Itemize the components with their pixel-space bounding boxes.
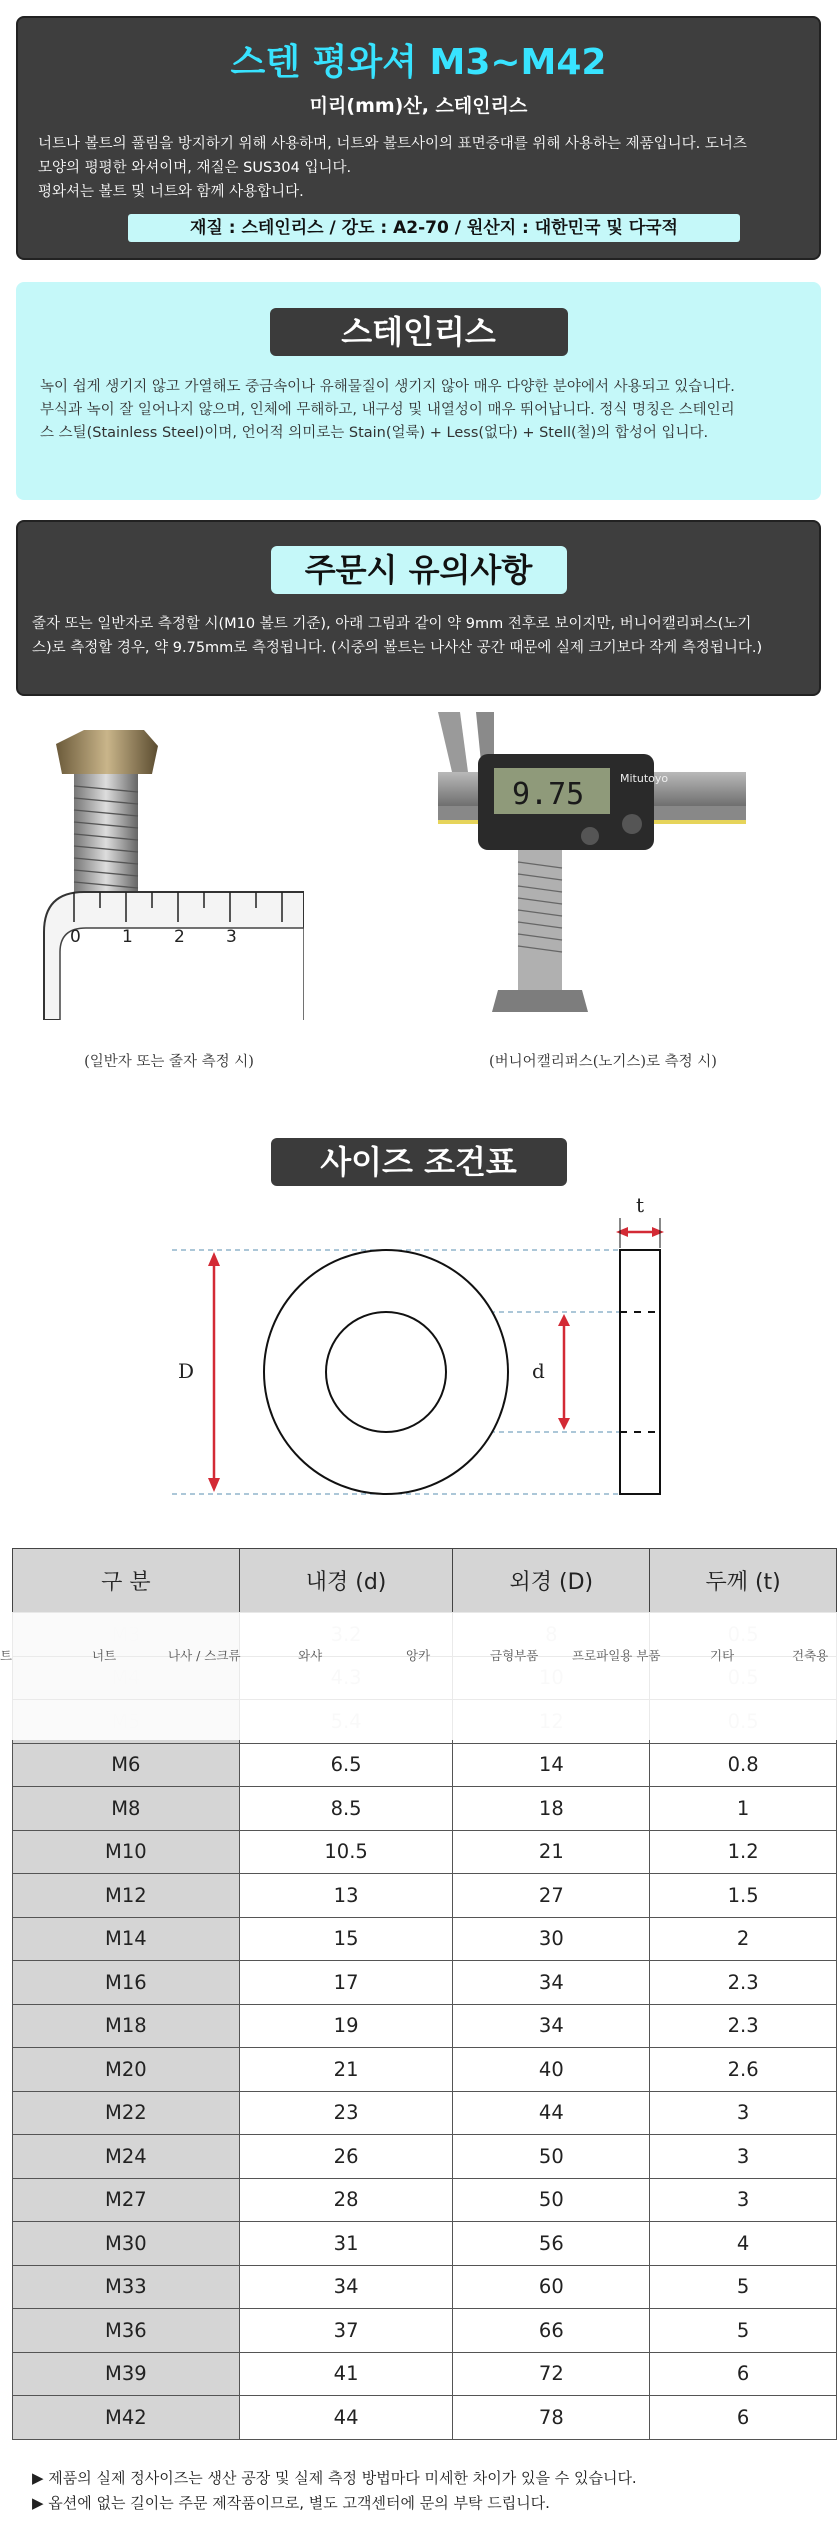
- size-cell: M36: [13, 2309, 240, 2353]
- caliper-measure-photo: [438, 712, 746, 1024]
- inner-diameter-cell: 17: [239, 1961, 453, 2005]
- thickness-cell: 2.3: [650, 1961, 837, 2005]
- col-header-outer-diameter: 외경 (D): [453, 1549, 650, 1613]
- size-cell: M22: [13, 2091, 240, 2135]
- inner-diameter-cell: 15: [239, 1917, 453, 1961]
- table-row: [13, 2048, 837, 2092]
- table-row: [13, 2352, 837, 2396]
- nav-item-construction[interactable]: 건축용: [792, 1648, 829, 1663]
- note-line: ▶ 옵션에 없는 길이는 주문 제작품이므로, 별도 고객센터에 문의 부탁 드립니다.: [32, 2494, 550, 2512]
- thickness-cell: 1.2: [650, 1830, 837, 1874]
- size-cell: M18: [13, 2004, 240, 2048]
- nav-item-anchor[interactable]: 앙카: [406, 1648, 431, 1663]
- outer-diameter-cell: 30: [453, 1917, 650, 1961]
- inner-diameter-cell: 28: [239, 2178, 453, 2222]
- order-notice-title: 주문시 유의사항: [271, 546, 567, 594]
- inner-diameter-cell: 34: [239, 2265, 453, 2309]
- thickness-cell: 0.8: [650, 1743, 837, 1787]
- table-row: [13, 2178, 837, 2222]
- thickness-cell: 3: [650, 2091, 837, 2135]
- outer-diameter-cell: 40: [453, 2048, 650, 2092]
- table-row: [13, 2222, 837, 2266]
- spec-bar: 재질 : 스테인리스 / 강도 : A2-70 / 원산지 : 대한민국 및 다국적: [128, 214, 740, 242]
- table-row: [13, 2004, 837, 2048]
- order-notice-description: [32, 612, 807, 660]
- caliper-caption: (버니어캘리퍼스(노기스)로 측정 시): [489, 1054, 717, 1070]
- notes-section: [32, 2466, 637, 2516]
- size-cell: M33: [13, 2265, 240, 2309]
- size-cell: M8: [13, 1787, 240, 1831]
- ruler-measure-photo: [34, 722, 304, 1020]
- inner-diameter-cell: 13: [239, 1874, 453, 1918]
- product-header: [16, 16, 821, 260]
- category-nav-overlay: [0, 1612, 837, 1740]
- caliper-brand: Mitutoyo: [620, 772, 669, 785]
- table-row: [13, 2265, 837, 2309]
- outer-diameter-cell: 66: [453, 2309, 650, 2353]
- dimension-label-t: t: [636, 1193, 645, 1217]
- desc-line: 평와셔는 볼트 및 너트와 함께 사용합니다.: [38, 184, 304, 200]
- size-cell: M14: [13, 1917, 240, 1961]
- inner-diameter-cell: 10.5: [239, 1830, 453, 1874]
- ruler-caption: (일반자 또는 줄자 측정 시): [84, 1054, 254, 1070]
- dimension-label-d: d: [532, 1359, 545, 1383]
- nav-item-etc[interactable]: 기타: [710, 1648, 735, 1663]
- size-cell: M6: [13, 1743, 240, 1787]
- inner-diameter-cell: 19: [239, 2004, 453, 2048]
- outer-diameter-cell: 18: [453, 1787, 650, 1831]
- size-cell: M16: [13, 1961, 240, 2005]
- ruler-label: 3: [226, 927, 237, 947]
- thickness-cell: 5: [650, 2265, 837, 2309]
- col-header-thickness: 두께 (t): [650, 1549, 837, 1613]
- nav-item-profile-parts[interactable]: 프로파일용 부품: [572, 1648, 661, 1663]
- inner-diameter-cell: 21: [239, 2048, 453, 2092]
- outer-diameter-cell: 34: [453, 2004, 650, 2048]
- nav-item-washer[interactable]: 와샤: [298, 1648, 323, 1663]
- size-cell: M12: [13, 1874, 240, 1918]
- table-row: [13, 2091, 837, 2135]
- outer-diameter-cell: 72: [453, 2352, 650, 2396]
- table-row: [13, 1830, 837, 1874]
- size-cell: M27: [13, 2178, 240, 2222]
- inner-diameter-cell: 31: [239, 2222, 453, 2266]
- table-header-row: [13, 1549, 837, 1613]
- outer-diameter-cell: 50: [453, 2135, 650, 2179]
- thickness-cell: 2.3: [650, 2004, 837, 2048]
- desc-line: 너트나 볼트의 풀림을 방지하기 위해 사용하며, 너트와 볼트사이의 표면증대를 위해 사용하는 제품입니다. 도너츠: [38, 136, 747, 152]
- size-cell: M39: [13, 2352, 240, 2396]
- stainless-title: 스테인리스: [270, 308, 568, 356]
- order-notice-section: [16, 520, 821, 696]
- table-row: [13, 1787, 837, 1831]
- col-header-inner-diameter: 내경 (d): [239, 1549, 453, 1613]
- washer-side-view: [620, 1250, 660, 1494]
- table-row: [13, 1874, 837, 1918]
- ruler-label: 1: [122, 927, 133, 947]
- washer-inner-circle: [326, 1312, 446, 1432]
- outer-diameter-cell: 50: [453, 2178, 650, 2222]
- ruler-label: 2: [174, 927, 185, 947]
- outer-diameter-cell: 27: [453, 1874, 650, 1918]
- inner-diameter-cell: 44: [239, 2396, 453, 2440]
- outer-diameter-cell: 78: [453, 2396, 650, 2440]
- thickness-cell: 2: [650, 1917, 837, 1961]
- thickness-cell: 5: [650, 2309, 837, 2353]
- outer-diameter-cell: 21: [453, 1830, 650, 1874]
- washer-dimension-diagram: [150, 1192, 700, 1522]
- inner-diameter-cell: 8.5: [239, 1787, 453, 1831]
- stainless-description: [40, 376, 803, 445]
- table-row: [13, 1743, 837, 1787]
- outer-diameter-cell: 56: [453, 2222, 650, 2266]
- inner-diameter-cell: 41: [239, 2352, 453, 2396]
- size-cell: M20: [13, 2048, 240, 2092]
- table-row: [13, 2309, 837, 2353]
- table-row: [13, 1961, 837, 2005]
- thickness-cell: 4: [650, 2222, 837, 2266]
- desc-line: 줄자 또는 일반자로 측정할 시(M10 볼트 기준), 아래 그림과 같이 약 9mm 전후로 보이지만, 버니어캘리퍼스(노기: [32, 616, 752, 632]
- dimension-label-D: D: [178, 1359, 195, 1383]
- table-row: [13, 2135, 837, 2179]
- thickness-cell: 6: [650, 2352, 837, 2396]
- thickness-cell: 1: [650, 1787, 837, 1831]
- product-title: 스텐 평와셔 M3~M42: [230, 42, 607, 83]
- caliper-illustration: [438, 712, 746, 1024]
- nav-item-partial[interactable]: 트: [0, 1648, 13, 1663]
- thickness-cell: 2.6: [650, 2048, 837, 2092]
- size-cell: M24: [13, 2135, 240, 2179]
- desc-line: 모양의 평평한 와셔이며, 재질은 SUS304 입니다.: [38, 160, 352, 176]
- inner-diameter-cell: 26: [239, 2135, 453, 2179]
- nav-item-mold-parts[interactable]: 금형부품: [490, 1648, 539, 1663]
- table-row: [13, 1917, 837, 1961]
- table-row: [13, 2396, 837, 2440]
- thickness-cell: 6: [650, 2396, 837, 2440]
- thickness-cell: 3: [650, 2178, 837, 2222]
- inner-diameter-cell: 37: [239, 2309, 453, 2353]
- product-description: [38, 132, 799, 204]
- stainless-section: [16, 282, 821, 500]
- desc-line: 녹이 쉽게 생기지 않고 가열해도 중금속이나 유해물질이 생기지 않아 매우 다양한 분야에서 사용되고 있습니다.: [40, 379, 735, 395]
- desc-line: 스)로 측정할 경우, 약 9.75mm로 측정됩니다. (시중의 볼트는 나사산 공간 때문에 실제 크기보다 작게 측정됩니다.): [32, 640, 763, 656]
- desc-line: 스 스틸(Stainless Steel)이며, 언어적 의미로는 Stain(얼룩) + Less(없다) + Stell(철)의 합성어 입니다.: [40, 425, 709, 441]
- outer-diameter-cell: 60: [453, 2265, 650, 2309]
- outer-diameter-cell: 34: [453, 1961, 650, 2005]
- inner-diameter-cell: 6.5: [239, 1743, 453, 1787]
- size-cell: M30: [13, 2222, 240, 2266]
- outer-diameter-cell: 14: [453, 1743, 650, 1787]
- product-subtitle: 미리(mm)산, 스테인리스: [309, 95, 528, 117]
- col-header-size: 구 분: [13, 1549, 240, 1613]
- outer-diameter-cell: 44: [453, 2091, 650, 2135]
- note-line: ▶ 제품의 실제 정사이즈는 생산 공장 및 실제 측정 방법마다 미세한 차이가 있을 수 있습니다.: [32, 2469, 637, 2487]
- nav-item-screw[interactable]: 나사 / 스크류: [168, 1648, 241, 1663]
- size-cell: M10: [13, 1830, 240, 1874]
- inner-diameter-cell: 23: [239, 2091, 453, 2135]
- size-cell: M42: [13, 2396, 240, 2440]
- bolt-on-ruler-illustration: [34, 722, 304, 1020]
- caliper-reading: 9.75: [512, 777, 585, 812]
- nav-item-nut[interactable]: 너트: [92, 1648, 117, 1663]
- size-table-title: 사이즈 조건표: [271, 1138, 567, 1186]
- thickness-cell: 1.5: [650, 1874, 837, 1918]
- thickness-cell: 3: [650, 2135, 837, 2179]
- ruler-label: 0: [70, 927, 81, 947]
- desc-line: 부식과 녹이 잘 일어나지 않으며, 인체에 무해하고, 내구성 및 내열성이 매우 뛰어납니다. 정식 명칭은 스테인리: [40, 402, 735, 418]
